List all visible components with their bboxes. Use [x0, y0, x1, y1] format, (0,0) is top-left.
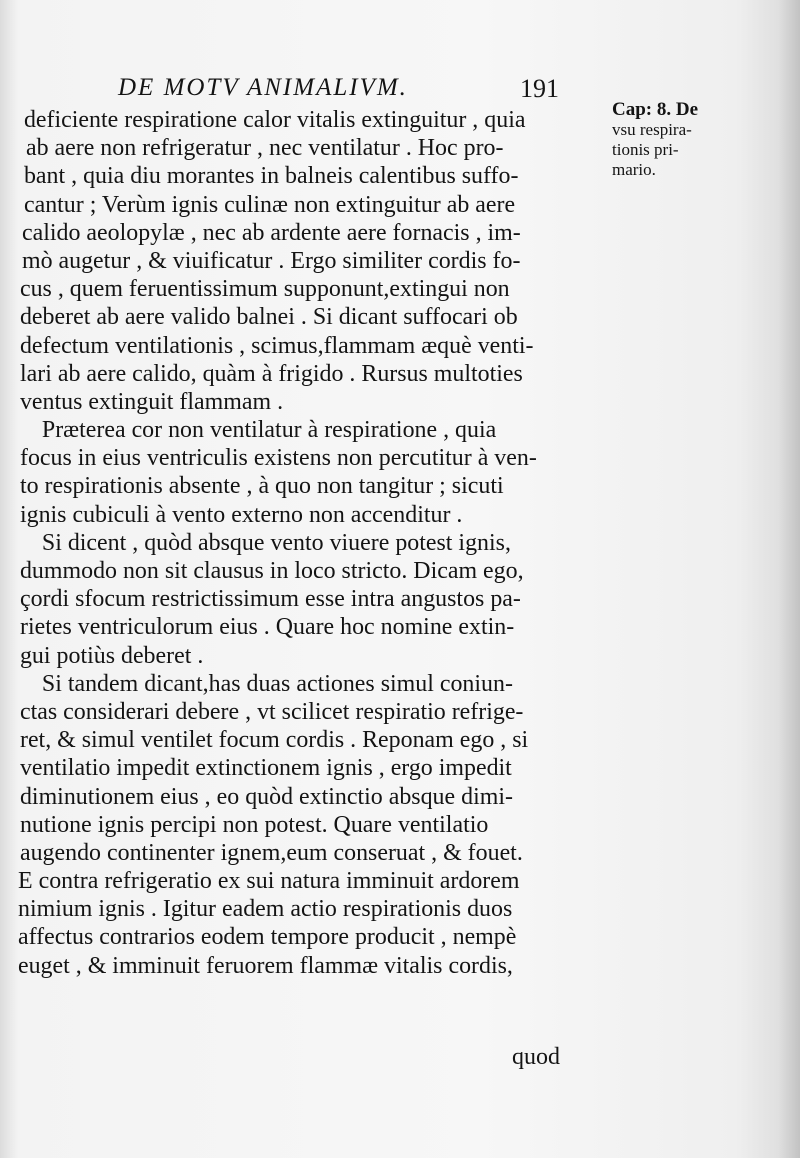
running-title: DE MOTV ANIMALIVM.	[118, 74, 408, 101]
catchword: quod	[512, 1044, 560, 1070]
margin-note-line: tionis pri-	[612, 140, 679, 159]
text-line: euget , & imminuit feruorem flammæ vitalis cordis,	[17, 952, 513, 979]
text-line: nimium ignis . Igitur eadem actio respirationis duos	[17, 896, 513, 923]
text-line: diminutionem eius , eo quòd extinctio absque dimi-	[19, 783, 513, 810]
text-line: augendo continenter ignem,eum conseruat , & fouet.	[19, 839, 523, 866]
body-text	[12, 106, 612, 980]
text-line: mò augetur , & viuificatur . Ergo similiter cordis fo-	[21, 247, 521, 274]
text-line: ventilatio impedit extinctionem ignis , ergo impedit	[19, 755, 512, 782]
text-line: to respirationis absente , à quo non tangitur ; sicuti	[19, 473, 504, 500]
margin-note-line: vsu respira-	[612, 120, 692, 139]
text-line: defectum ventilationis , scimus,flammam æquè venti-	[19, 332, 534, 359]
text-line: dummodo non sit clausus in loco stricto. Dicam ego,	[19, 558, 524, 584]
text-line: deberet ab aere valido balnei . Si dicant suffocari ob	[19, 304, 518, 331]
text-line: cus , quem feruentissimum supponunt,extingui non	[19, 276, 510, 303]
text-line: Si dicent , quòd absque vento viuere potest ignis,	[41, 529, 511, 556]
text-line: lari ab aere calido, quàm à frigido . Rursus multoties	[19, 360, 523, 387]
text-line: calido aeolopylæ , nec ab ardente aere fornacis , im-	[21, 219, 521, 246]
text-line: Si tandem dicant,has duas actiones simul coniun-	[41, 670, 513, 697]
text-line: ventus extinguit flammam .	[19, 388, 284, 415]
text-line: deficiente respiratione calor vitalis extinguitur , quia	[23, 107, 526, 133]
text-line: gui potiùs deberet .	[19, 642, 204, 669]
text-line: nutione ignis percipi non potest. Quare ventilatio	[19, 811, 489, 838]
text-line: bant , quia diu morantes in balneis calentibus suffo-	[23, 163, 519, 190]
text-line: çordi sfocum restrictissimum esse intra angustos pa-	[19, 586, 521, 613]
text-line: affectus contrarios eodem tempore producit , nempè	[17, 924, 517, 951]
text-line: ab aere non refrigeratur , nec ventilatur . Hoc pro-	[25, 135, 504, 162]
text-line: ctas considerari debere , vt scilicet respiratio refrige-	[19, 698, 524, 725]
margin-note-line: Cap: 8. De	[612, 99, 699, 120]
text-line: Præterea cor non ventilatur à respiratione , quia	[41, 417, 497, 444]
margin-note-line: mario.	[612, 160, 656, 179]
text-line: E contra refrigeratio ex sui natura imminuit ardorem	[17, 868, 520, 895]
text-line: rietes ventriculorum eius . Quare hoc nomine extin-	[19, 614, 515, 641]
page-gutter-shadow	[778, 0, 800, 1158]
page-number: 191	[520, 74, 559, 103]
margin-note	[612, 100, 712, 180]
text-line: focus in eius ventriculis existens non percutitur à ven-	[19, 445, 537, 472]
text-line: ret, & simul ventilet focum cordis . Reponam ego , si	[19, 727, 529, 754]
text-line: ignis cubiculi à vento externo non accenditur .	[19, 501, 463, 528]
text-line: cantur ; Verùm ignis culinæ non extinguitur ab aere	[23, 191, 516, 218]
